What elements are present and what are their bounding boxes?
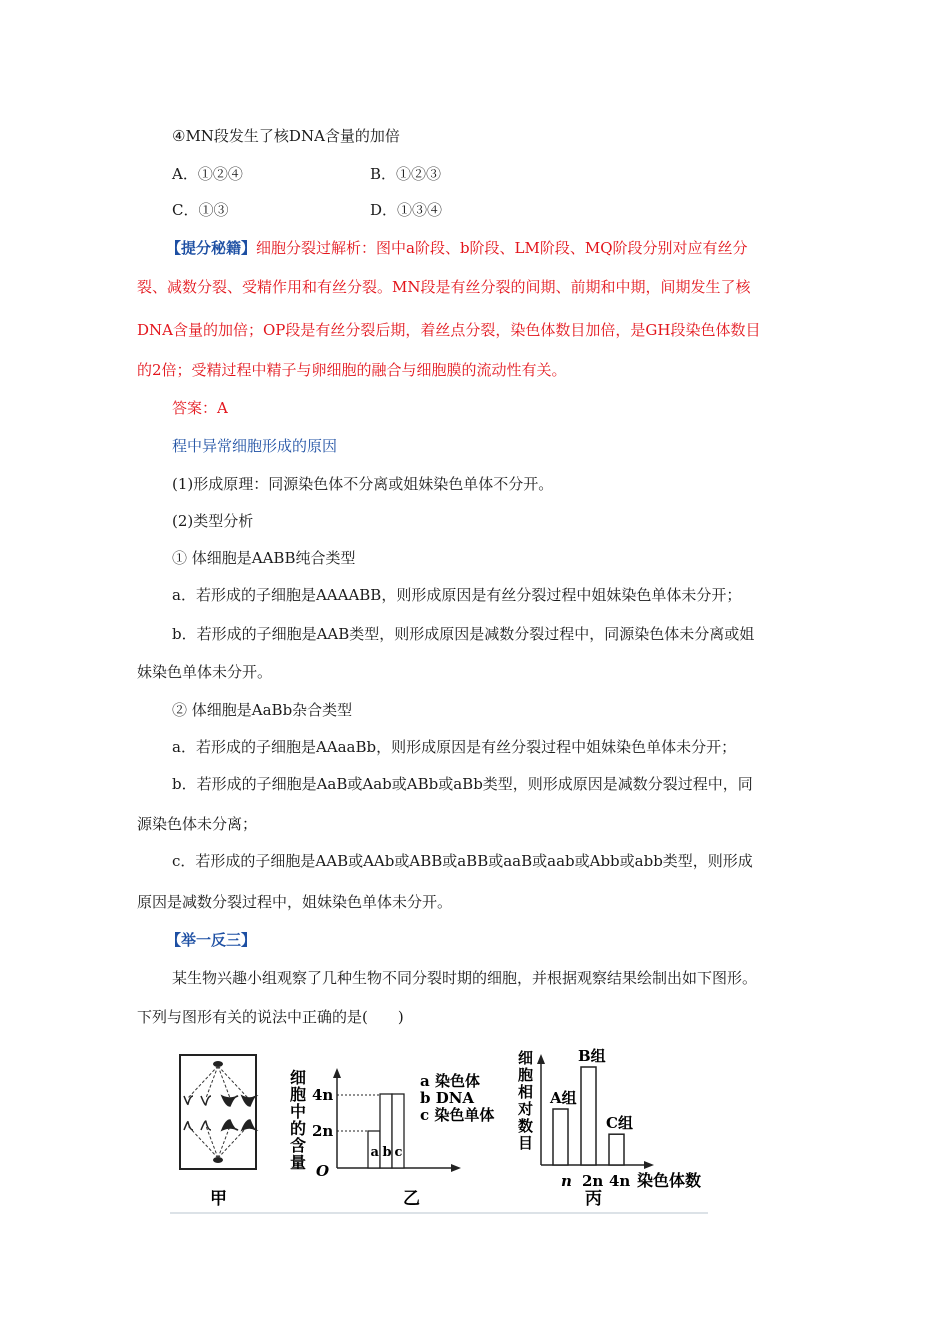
practice-tag: 【举一反三】 xyxy=(166,931,257,949)
bing-ylabel-char: 数 xyxy=(518,1117,534,1135)
practice-question-2: 下列与图形有关的说法中正确的是( ) xyxy=(137,1008,404,1026)
yi-bars xyxy=(368,1094,404,1168)
option-c: C．①③ xyxy=(172,201,229,219)
bing-x-arrow xyxy=(644,1161,654,1169)
bing-bar-2 xyxy=(609,1134,624,1165)
bing-xlabel: 染色体数 xyxy=(637,1171,702,1190)
answer: 答案：A xyxy=(172,399,228,417)
bing-bar-0 xyxy=(553,1109,568,1165)
paragraph-5a: b．若形成的子细胞是AAB类型，则形成原因是减数分裂过程中，同源染色体未分离或姐 xyxy=(172,625,755,643)
bing-bar-1 xyxy=(581,1067,596,1165)
question-item-4: ④MN段发生了核DNA含量的加倍 xyxy=(172,127,400,145)
yi-ylabel-char: 量 xyxy=(290,1153,307,1172)
bing-ylabel-char: 相 xyxy=(518,1083,534,1101)
bing-tick-n: n xyxy=(561,1172,572,1190)
analysis-line-4: 的2倍；受精过程中精子与卵细胞的融合与细胞膜的流动性有关。 xyxy=(137,361,567,379)
yi-legend-a: a 染色体 xyxy=(420,1072,480,1090)
yi-tick-4n: 4n xyxy=(312,1086,334,1104)
yi-ylabel-char: 的 xyxy=(290,1119,307,1138)
paragraph-6: ② 体细胞是AaBb杂合类型 xyxy=(172,701,353,719)
analysis-line-3: DNA含量的加倍；OP段是有丝分裂后期，着丝点分裂，染色体数目加倍，是GH段染色体数目 xyxy=(137,321,761,339)
yi-ylabel xyxy=(290,1068,306,1172)
bing-ylabel-char: 目 xyxy=(518,1134,534,1152)
paragraph-8b: 源染色体未分离； xyxy=(137,815,258,833)
yi-y-arrow xyxy=(333,1068,341,1078)
yi-x-arrow xyxy=(451,1164,461,1172)
analysis-line-2: 裂、减数分裂、受精作用和有丝分裂。MN段是有丝分裂的间期、前期和中期，间期发生了核 xyxy=(137,278,751,296)
yi-ylabel-char: 含 xyxy=(290,1136,307,1155)
paragraph-2: (2)类型分析 xyxy=(172,512,254,530)
bing-bar-label-0: A组 xyxy=(550,1089,577,1107)
practice-question-1: 某生物兴趣小组观察了几种生物不同分裂时期的细胞，并根据观察结果绘制出如下图形。 xyxy=(172,969,758,987)
yi-ylabel-char: 细 xyxy=(290,1068,307,1087)
paragraph-9b: 原因是减数分裂过程中，姐妹染色单体未分开。 xyxy=(137,893,453,911)
bing-tick-4n: 4n xyxy=(609,1172,631,1190)
bing-ylabel-char: 对 xyxy=(518,1100,534,1118)
jia-cell-outline xyxy=(180,1055,256,1169)
bing-bar-label-2: C组 xyxy=(606,1114,633,1133)
bing-ylabel-char: 胞 xyxy=(518,1066,534,1084)
yi-ylabel-char: 中 xyxy=(290,1102,307,1121)
bing-ylabel-char: 细 xyxy=(518,1049,534,1067)
yi-bar-label-a: a xyxy=(370,1145,379,1160)
bing-ylabel xyxy=(517,1049,533,1152)
yi-tick-2n: 2n xyxy=(312,1122,334,1140)
yi-legend-b: b DNA xyxy=(420,1089,475,1107)
option-d: D．①③④ xyxy=(370,201,443,219)
yi-bar-label-c: c xyxy=(394,1145,403,1160)
figure-jia xyxy=(180,1055,256,1209)
yi-ylabel-char: 胞 xyxy=(290,1085,307,1104)
paragraph-3: ① 体细胞是AABB纯合类型 xyxy=(172,549,356,567)
yi-bar-label-b: b xyxy=(382,1145,392,1160)
yi-origin: O xyxy=(316,1162,330,1180)
bing-tick-2n: 2n xyxy=(582,1172,604,1190)
analysis-tag: 【提分秘籍】 xyxy=(166,239,257,257)
paragraph-1: (1)形成原理：同源染色体不分离或姐妹染色单体不分开。 xyxy=(172,475,554,493)
section-heading: 程中异常细胞形成的原因 xyxy=(172,437,338,455)
paragraph-9a: c．若形成的子细胞是AAB或AAb或ABB或aBB或aaB或aab或Abb或abb类型，则形成 xyxy=(172,852,753,870)
bing-y-arrow xyxy=(537,1054,545,1064)
yi-legend-c: c 染色单体 xyxy=(420,1106,495,1124)
figure-yi xyxy=(290,1068,494,1209)
paragraph-5b: 妹染色单体未分开。 xyxy=(137,663,273,681)
bing-bars xyxy=(549,1047,633,1165)
option-b: B．①②③ xyxy=(370,165,442,183)
bing-caption: 丙 xyxy=(585,1189,602,1209)
analysis-line-1: 【提分秘籍】细胞分裂过解析：图中a阶段、b阶段、LM阶段、MQ阶段分别对应有丝分 xyxy=(166,239,748,257)
jia-spindle xyxy=(188,1066,248,1158)
paragraph-7: a．若形成的子细胞是AAaaBb，则形成原因是有丝分裂过程中姐妹染色单体未分开； xyxy=(172,738,737,756)
yi-caption: 乙 xyxy=(403,1189,420,1209)
figure-bing xyxy=(517,1047,701,1209)
jia-chromosomes xyxy=(184,1096,256,1130)
option-a: A．①②④ xyxy=(172,165,243,183)
jia-caption: 甲 xyxy=(210,1189,227,1209)
paragraph-8a: b．若形成的子细胞是AaB或Aab或ABb或aBb类型，则形成原因是减数分裂过程中，同 xyxy=(172,775,753,793)
bing-bar-label-1: B组 xyxy=(578,1047,606,1065)
paragraph-4: a．若形成的子细胞是AAAABB，则形成原因是有丝分裂过程中姐妹染色单体未分开； xyxy=(172,586,742,604)
